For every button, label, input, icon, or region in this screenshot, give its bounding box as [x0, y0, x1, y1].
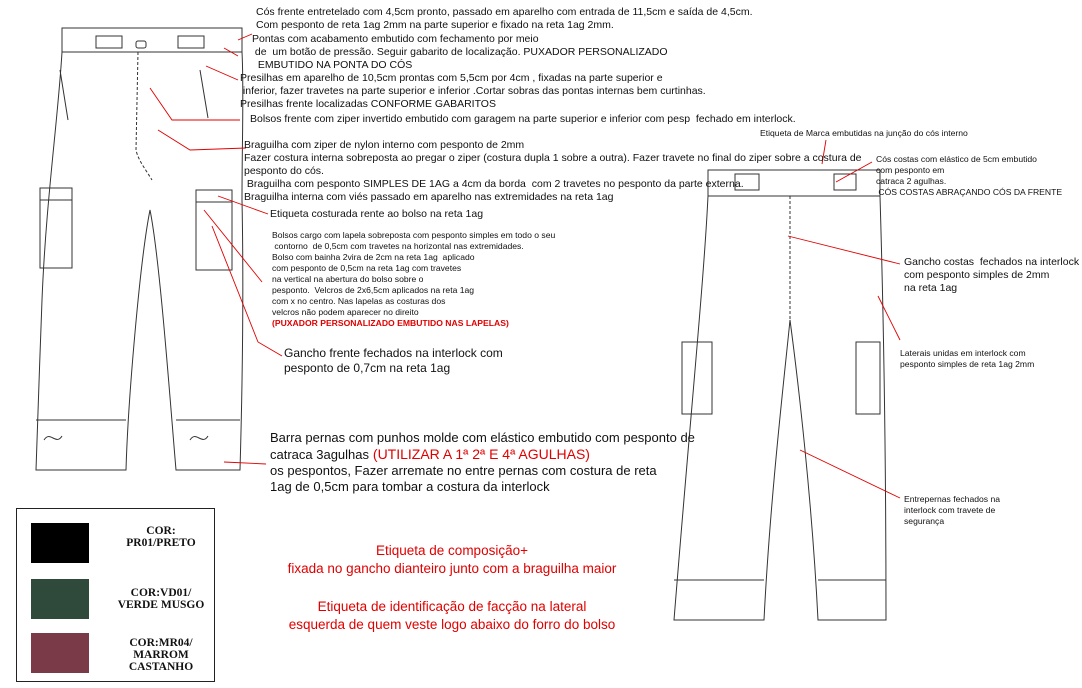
- note-brand-label: Etiqueta de Marca embutidas na junção do cós interno: [760, 128, 968, 138]
- swatch-black: [31, 523, 89, 563]
- note-back-crotch: [904, 256, 1079, 295]
- note-line: Laterais unidas em interlock com: [900, 348, 1026, 358]
- note-line: com x no centro. Nas lapelas as costuras dos: [272, 296, 446, 306]
- note-line: na vertical na abertura do bolso sobre o: [272, 274, 424, 284]
- swatch-label-line: MARROM: [133, 649, 189, 661]
- swatch-label-brown: [111, 637, 211, 673]
- note-pocket-label: Etiqueta costurada rente ao bolso na reta 1ag: [270, 208, 484, 220]
- note-line: Gancho frente fechados na interlock com: [284, 346, 503, 360]
- note-line: fixada no gancho dianteiro junto com a braguilha maior: [287, 561, 617, 576]
- note-line: com pesponto simples de 2mm: [904, 269, 1050, 281]
- note-line: Bolsos cargo com lapela sobreposta com pesponto simples em todo o seu: [272, 230, 556, 240]
- note-line: Barra pernas com punhos molde com elástico embutido com pesponto de: [270, 430, 695, 445]
- note-line: Fazer costura interna sobreposta ao pregar o ziper (costura dupla 1 sobre a outra). Fazer travete no final do ziper sobre a costura de: [244, 152, 862, 164]
- note-line: Etiqueta de identificação de facção na lateral: [317, 599, 587, 614]
- swatch-label-line: VERDE MUSGO: [117, 599, 205, 611]
- back-pants-drawing: [674, 170, 886, 620]
- note-line: pesponto. Velcros de 2x6,5cm aplicados na reta 1ag: [272, 285, 475, 295]
- belt-loop-left: [96, 36, 122, 48]
- cuff-gathers: [44, 436, 208, 440]
- swatch-label-line: COR:VD01/: [130, 587, 192, 599]
- fly-stitch: [136, 52, 152, 180]
- note-belt-loops: [240, 72, 706, 111]
- cargo-flaps: [40, 200, 232, 202]
- front-pants-drawing: [36, 28, 243, 470]
- note-back-sides: [900, 348, 1034, 370]
- note-line: Presilhas frente localizadas CONFORME GABARITOS: [240, 98, 496, 110]
- swatch-label-line: PR01/PRETO: [126, 537, 196, 549]
- note-line: Etiqueta de composição+: [376, 543, 528, 558]
- note-line: Gancho costas fechados na interlock: [904, 256, 1080, 268]
- note-line: Braguilha com pesponto SIMPLES DE 1AG a 4cm da borda com 2 travetes no pesponto da parte externa.: [244, 178, 744, 190]
- note-line: contorno de 0,5cm com travetes na horizontal nas extremidades.: [272, 241, 524, 251]
- note-line: 1ag de 0,5cm para tombar a costura da interlock: [270, 479, 550, 494]
- front-button: [136, 41, 146, 48]
- note-line: Entrepernas fechados na: [904, 494, 1001, 504]
- note-line: Braguilha interna com viés passado em aparelho nas extremidades na reta 1ag: [244, 191, 614, 203]
- note-line: esquerda de quem veste logo abaixo do forro do bolso: [288, 617, 616, 632]
- note-composition-label: [272, 542, 632, 578]
- swatch-label-line: CASTANHO: [128, 661, 194, 673]
- note-line: Bolso com bainha 2vira de 2cm na reta 1ag aplicado: [272, 252, 475, 262]
- note-line: inferior, fazer travetes na parte superior e inferior .Cortar sobras das pontas internas bem curtinhas.: [240, 85, 706, 97]
- note-front-waistband: [256, 6, 753, 32]
- note-line: velcros não podem aparecer no direito: [272, 307, 419, 317]
- back-pants-outline: [674, 196, 886, 620]
- note-line: Pontas com acabamento embutido com fechamento por meio: [252, 33, 539, 45]
- note-line: EMBUTIDO NA PONTA DO CÓS: [252, 59, 413, 71]
- note-line: catraca 3agulhas: [270, 447, 370, 462]
- back-cargo-right: [856, 342, 880, 414]
- note-fly: [244, 139, 862, 204]
- note-line: pesponto simples de reta 1ag 2mm: [900, 359, 1035, 369]
- note-cargo-pockets: [272, 230, 555, 329]
- front-waistband: [62, 28, 242, 52]
- note-line: pesponto de 0,7cm na reta 1ag: [284, 361, 451, 375]
- front-zip-pockets: [60, 70, 208, 120]
- swatch-label-line: COR:MR04/: [129, 637, 193, 649]
- swatch-brown: [31, 633, 89, 673]
- note-line: pesponto do cós.: [244, 165, 324, 177]
- note-line: Cós costas com elástico de 5cm embutido: [876, 154, 1037, 164]
- swatch-green: [31, 579, 89, 619]
- note-line: de um botão de pressão. Seguir gabarito de localização. PUXADOR PERSONALIZADO: [252, 46, 668, 58]
- back-cargo-left: [682, 342, 712, 414]
- note-back-waistband: [876, 154, 1062, 198]
- note-back-inseam: [904, 494, 1000, 527]
- note-front-crotch: [284, 346, 503, 376]
- note-line: com pesponto em: [876, 165, 945, 175]
- note-line: CÓS COSTAS ABRAÇANDO CÓS DA FRENTE: [876, 187, 1063, 197]
- hem-red-note: (UTILIZAR A 1ª 2ª E 4ª AGULHAS): [369, 446, 590, 462]
- note-hem: [270, 430, 695, 495]
- note-line: Cós frente entretelado com 4,5cm pronto, passado em aparelho com entrada de 11,5cm e saída de 4,5cm.: [256, 6, 753, 18]
- note-line: Presilhas em aparelho de 10,5cm prontas com 5,5cm por 4cm , fixadas na parte superior e: [240, 72, 663, 84]
- note-line: segurança: [904, 516, 945, 526]
- color-swatch-panel: [16, 508, 215, 682]
- note-identification-label: [272, 598, 632, 634]
- swatch-label-black: [111, 525, 211, 549]
- swatch-label-line: COR:: [146, 525, 176, 537]
- swatch-label-green: [111, 587, 211, 611]
- cargo-red-note: (PUXADOR PERSONALIZADO EMBUTIDO NAS LAPELAS): [272, 318, 509, 328]
- note-line: Braguilha com ziper de nylon interno com pesponto de 2mm: [244, 139, 525, 151]
- note-line: os pespontos, Fazer arremate no entre pernas com costura de reta: [270, 463, 657, 478]
- note-line: interlock com travete de: [904, 505, 996, 515]
- note-line: Com pesponto de reta 1ag 2mm na parte superior e fixado na reta 1ag 2mm.: [256, 19, 614, 31]
- note-waistband-tips: [252, 33, 668, 72]
- note-line: catraca 2 agulhas.: [876, 176, 947, 186]
- belt-loop-right: [178, 36, 204, 48]
- note-front-pockets: Bolsos frente com ziper invertido embutido com garagem na parte superior e inferior com pesp fechado em interlock.: [250, 113, 796, 125]
- note-line: com pesponto de 0,5cm na reta 1ag com travetes: [272, 263, 462, 273]
- note-line: na reta 1ag: [904, 282, 958, 294]
